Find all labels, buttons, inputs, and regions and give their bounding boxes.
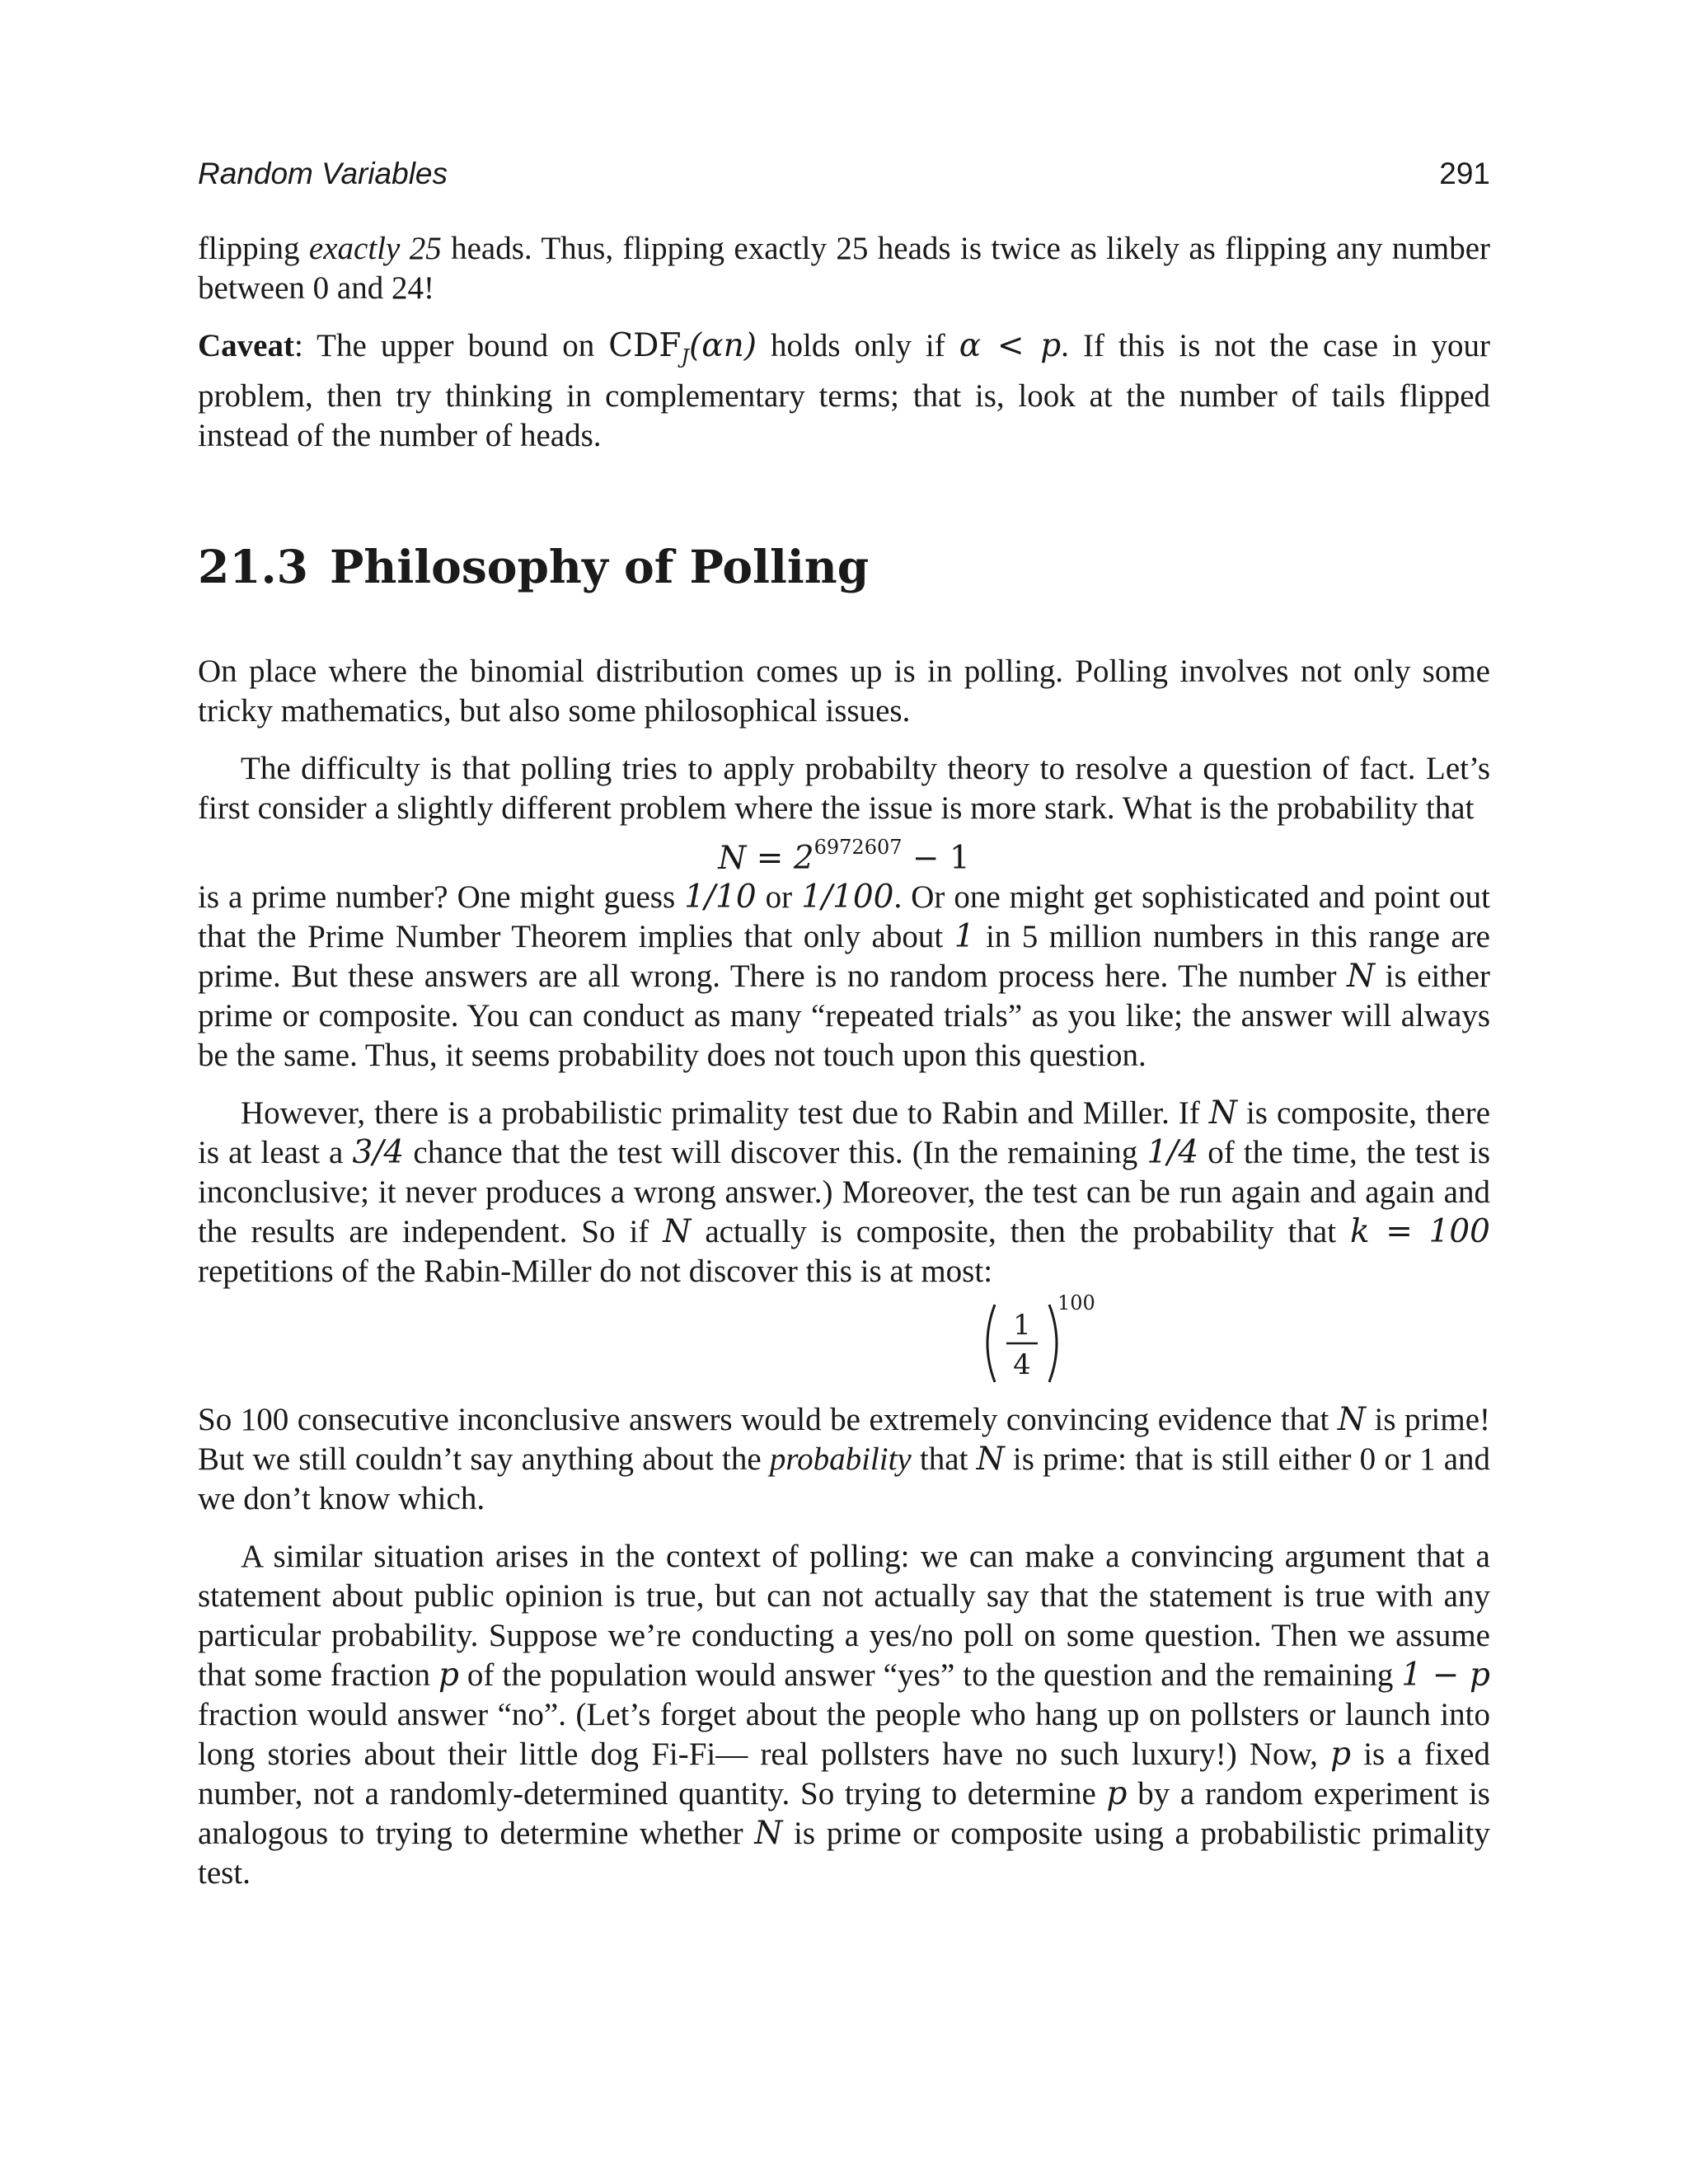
- fraction-graphic: [977, 1298, 1067, 1389]
- intro-paragraph: flipping exactly 25 heads. Thus, flipping exactly 25 heads is twice as likely as flipping any number between 0 and 24!: [198, 231, 1490, 306]
- fraction-in-parens: [977, 1298, 1067, 1389]
- paragraph-4: However, there is a probabilistic primality test due to Rabin and Miller. If N is composite, there is at least a 3/4 chance that the test will discover this. (In the remaining 1/4 of the time, the test is inconclusive; it never produces a wrong answer.) Moreover, the test can be run again and again and the results are independent. So if N actually is composite, then the probability that k = 100 repetitions of the Rabin-Miller do not discover this is at most:: [198, 1094, 1491, 1289]
- fraction-numerator: 1: [1013, 1308, 1031, 1342]
- caveat-label: Caveat: [198, 328, 294, 363]
- page-header: [198, 157, 1490, 198]
- page-body: [198, 229, 1490, 1893]
- paragraph-6: A similar situation arises in the context of polling: we can make a convincing argument that a statement about public opinion is true, but can not actually say that the statement is true with any particular probability. Suppose we’re conducting a yes/no poll on some question. Then we assume that some fraction p of the population would answer “yes” to the question and the remaining 1 − p fraction would answer “no”. (Let’s forget about the people who hang up on pollsters or launch into long stories about their little dog Fi-Fi— real pollsters have no such luxury!) Now, p is a fixed number, not a randomly-determined quantity. So trying to determine p by a random experiment is analogous to trying to determine whether N is prime or composite using a probabilistic primality test.: [198, 1538, 1491, 1891]
- right-paren: [1049, 1305, 1057, 1382]
- equation-mersenne: $N = 2^{6972607} - 1$: [718, 835, 970, 877]
- section-number: 21.3: [198, 539, 308, 593]
- section-title: Philosophy of Polling: [330, 539, 870, 593]
- section-heading: [198, 538, 1490, 596]
- paragraph-1: On place where the binomial distribution comes up is in polling. Polling involves not only some tricky mathematics, but also some philosophical issues.: [198, 653, 1490, 729]
- caveat-paragraph: Caveat: The upper bound on $CDF_J(\alpha n)$ holds only if α < p. If this is not the case in your problem, then try thinking in complementary terms; that is, look at the number of tails flipped instead of the number of heads.: [198, 327, 1491, 453]
- fraction-exponent: 100: [1057, 1291, 1095, 1315]
- equation-quarter-power: [198, 1291, 1490, 1394]
- paragraph-5: So 100 consecutive inconclusive answers would be extremely convincing evidence that N is prime! But we still couldn’t say anything about the probability that N is prime: that is still either 0 or 1 and we don’t know which.: [198, 1400, 1490, 1516]
- fraction-denominator: 4: [1013, 1347, 1031, 1381]
- paragraph-2: The difficulty is that polling tries to apply probabilty theory to resolve a question of fact. Let’s first consider a slightly different problem where the issue is more stark. What is the probability that: [198, 750, 1490, 826]
- page-number: 291: [1439, 157, 1490, 190]
- running-title: Random Variables: [198, 157, 448, 190]
- left-paren: [987, 1305, 995, 1382]
- paragraph-3: is a prime number? One might guess 1/10 or 1/100. Or one might get sophisticated and point out that the Prime Number Theorem implies that only about 1 in 5 million numbers in this range are prime. But these answers are all wrong. There is no random process here. The number N is either prime or composite. You can conduct as many “repeated trials” as you like; the answer will always be the same. Thus, it seems probability does not touch upon this question.: [198, 878, 1490, 1073]
